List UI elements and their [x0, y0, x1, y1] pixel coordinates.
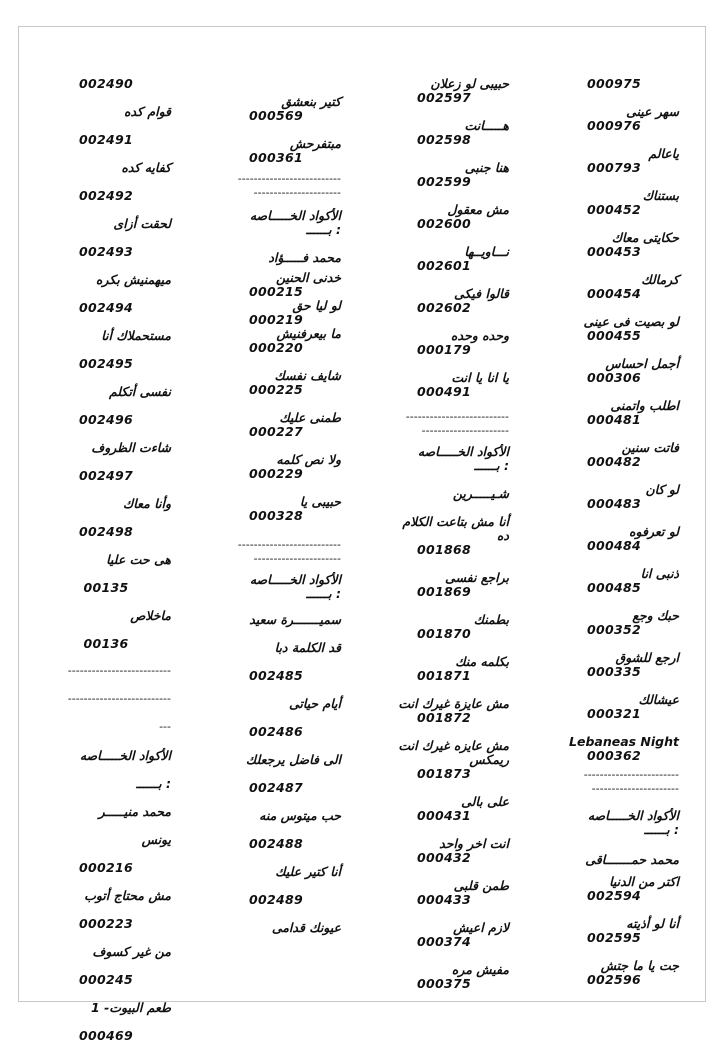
song-code: 002495: [79, 356, 133, 371]
song-title: طمن قلبى: [453, 878, 509, 893]
column-4: [549, 55, 679, 1003]
song-title: ده: [496, 528, 509, 543]
song-code: 000433: [417, 892, 471, 907]
divider-line: ------------------------: [583, 768, 679, 781]
song-title: ذنبى انا: [640, 566, 679, 581]
song-code: 000975: [587, 76, 641, 91]
song-title: شـيـــــرين: [452, 486, 509, 501]
song-title: لو تعرفوه: [628, 524, 679, 539]
song-code: 001873: [417, 766, 471, 781]
song-code: 000306: [587, 370, 641, 385]
song-code: 002497: [79, 468, 133, 483]
song-title: ما بيعرفنيش: [276, 326, 341, 341]
song-title: حكايتى معاك: [611, 230, 679, 245]
song-title: هى حت عليا: [106, 552, 171, 567]
song-title: الى فاضل يرجعلك: [245, 752, 341, 767]
song-code: 002485: [249, 668, 303, 683]
song-code: 000491: [417, 384, 471, 399]
song-code: 001870: [417, 626, 471, 641]
song-title: لازم اعيش: [453, 920, 509, 935]
song-title: من غير كسوف: [92, 944, 171, 959]
song-code: 002602: [417, 300, 471, 315]
song-title: وحده وحده: [450, 328, 509, 343]
song-code: 000453: [587, 244, 641, 259]
song-code: 000219: [249, 312, 303, 327]
song-code: 002489: [249, 892, 303, 907]
song-code: 001871: [417, 668, 471, 683]
song-code: 002496: [79, 412, 133, 427]
song-title: بكلمه منك: [455, 654, 509, 669]
song-title: براجع نفسى: [445, 570, 509, 585]
song-title: مش عايزة غيرك انت: [398, 696, 509, 711]
song-title: قالوا فيكى: [454, 286, 509, 301]
song-title: ولا نص كلمه: [276, 452, 341, 467]
divider-line: --------------------------: [67, 664, 171, 677]
song-code: 000481: [587, 412, 641, 427]
song-title: أيام حياتى: [288, 696, 341, 711]
song-title: محمد حمـــــــاقى: [585, 852, 679, 867]
song-title: ياعالم: [648, 146, 679, 161]
song-title: بــــــ :: [306, 222, 341, 237]
song-code: 000227: [249, 424, 303, 439]
song-title: انت اخر واحد: [439, 836, 509, 851]
divider-line: --------------------------: [237, 538, 341, 551]
song-title: ماخلاص: [130, 608, 171, 623]
song-code: 002493: [79, 244, 133, 259]
song-code: 000455: [587, 328, 641, 343]
song-title: Lebaneas Night: [569, 734, 679, 749]
song-title: بــــــ :: [644, 822, 679, 837]
song-title: طمنى عليك: [279, 410, 341, 425]
song-title: بــــــ :: [136, 776, 171, 791]
song-title: قد الكلمة دبا: [274, 640, 341, 655]
song-title: محمد منيـــــر: [98, 804, 171, 819]
song-code: 000432: [417, 850, 471, 865]
song-title: مش عايزه غيرك انت: [398, 738, 509, 753]
song-title: حبك وجع: [632, 608, 679, 623]
song-code: 000179: [417, 342, 471, 357]
song-title: نفسى أتكلم: [108, 384, 171, 399]
song-code: 002595: [587, 930, 641, 945]
song-code: 00135: [83, 580, 129, 595]
song-title: ريمكس: [469, 752, 509, 767]
song-code: 000793: [587, 160, 641, 175]
song-code: 001872: [417, 710, 471, 725]
song-code: 00136: [83, 636, 129, 651]
song-title: الأكواد الخـــــاصه: [587, 808, 679, 823]
divider-line: --------------------------: [67, 692, 171, 705]
song-title: لو بصيت فى عينى: [583, 314, 679, 329]
song-code: 000976: [587, 118, 641, 133]
song-title: عيشالك: [638, 692, 679, 707]
song-code: 002599: [417, 174, 471, 189]
song-code: 002600: [417, 216, 471, 231]
song-code: 000215: [249, 284, 303, 299]
song-code: 000361: [249, 150, 303, 165]
song-title: مفيش مره: [451, 962, 509, 977]
song-title: شاءت الظروف: [91, 440, 171, 455]
song-code: 000220: [249, 340, 303, 355]
song-title: نـــاويــها: [464, 244, 509, 259]
song-title: لو ليا حق: [292, 298, 341, 313]
column-1: [41, 55, 171, 1043]
song-title: حبيبى يا: [299, 494, 341, 509]
song-code: 002601: [417, 258, 471, 273]
song-title: اطلب واتمنى: [610, 398, 679, 413]
song-code: 000321: [587, 706, 641, 721]
song-title: اكتر من الدنيا: [609, 874, 679, 889]
song-code: 000431: [417, 808, 471, 823]
song-title: أنا مش بتاعت الكلام: [402, 514, 509, 529]
song-code: 001869: [417, 584, 471, 599]
song-title: سميـــــــرة سعيد: [249, 612, 341, 627]
column-2: [211, 55, 341, 1003]
song-title: الأكواد الخـــــاصه: [79, 748, 171, 763]
song-code: 002596: [587, 972, 641, 987]
song-title: حبيبى لو زعلان: [430, 76, 509, 91]
song-code: 000245: [79, 972, 133, 987]
song-code: 000223: [79, 916, 133, 931]
song-title: أنا كتير عليك: [275, 864, 341, 879]
song-title: جت يا ما جتش: [600, 958, 679, 973]
song-title: وأنا معاك: [123, 496, 171, 511]
song-code: 002490: [79, 76, 133, 91]
song-title: يونس: [141, 832, 171, 847]
song-title: بطمنك: [473, 612, 509, 627]
song-code: 000484: [587, 538, 641, 553]
song-title: على بالى: [461, 794, 509, 809]
song-code: 000216: [79, 860, 133, 875]
song-code: 002487: [249, 780, 303, 795]
song-title: كتير بنعشق: [281, 94, 341, 109]
song-code: 000328: [249, 508, 303, 523]
song-code: 002594: [587, 888, 641, 903]
song-title: قوام كده: [123, 104, 171, 119]
song-title: شايف نفسك: [274, 368, 341, 383]
song-title: عيونك قدامى: [271, 920, 341, 935]
song-code: 000452: [587, 202, 641, 217]
song-code: 000362: [587, 748, 641, 763]
song-title: فاتت سنين: [621, 440, 679, 455]
song-title: مستحملاك أنا: [101, 328, 171, 343]
song-title: ميهمنيش بكره: [95, 272, 171, 287]
song-title: بــــــ :: [306, 586, 341, 601]
song-code: 002491: [79, 132, 133, 147]
song-code: 000225: [249, 382, 303, 397]
song-title: كرمالك: [641, 272, 679, 287]
song-code: 000469: [79, 1028, 133, 1043]
divider-line: --------------------------: [405, 410, 509, 423]
song-code: 002492: [79, 188, 133, 203]
song-code: 002498: [79, 524, 133, 539]
song-code: 000482: [587, 454, 641, 469]
song-title: لو كان: [645, 482, 679, 497]
divider-line: ----------------------: [253, 186, 341, 199]
song-title: كفايه كده: [121, 160, 171, 175]
song-code: 000374: [417, 934, 471, 949]
song-code: 000454: [587, 286, 641, 301]
divider-line: --------------------------: [237, 172, 341, 185]
divider-line: ---: [159, 720, 171, 733]
song-code: 000229: [249, 466, 303, 481]
song-title: مش محتاج أتوب: [84, 888, 171, 903]
song-title: طعم البيوت- 1: [91, 1000, 171, 1015]
song-title: هـــــانت: [464, 118, 509, 133]
song-title: الأكواد الخـــــاصه: [249, 208, 341, 223]
song-title: أجمل احساس: [605, 356, 679, 371]
divider-line: ----------------------: [591, 782, 679, 795]
song-code: 002486: [249, 724, 303, 739]
song-code: 001868: [417, 542, 471, 557]
song-title: لحقت أزاى: [113, 216, 171, 231]
song-title: بستناك: [642, 188, 679, 203]
divider-line: ----------------------: [421, 424, 509, 437]
song-code: 000375: [417, 976, 471, 991]
song-title: يا انا يا انت: [451, 370, 509, 385]
song-code: 000352: [587, 622, 641, 637]
column-3: [379, 55, 509, 1003]
song-title: مش معقول: [447, 202, 509, 217]
song-code: 002488: [249, 836, 303, 851]
song-title: بــــــ :: [474, 458, 509, 473]
song-title: سهر عينى: [626, 104, 679, 119]
song-title: الأكواد الخـــــاصه: [249, 572, 341, 587]
divider-line: ----------------------: [253, 552, 341, 565]
song-code: 000335: [587, 664, 641, 679]
document-page: [18, 26, 706, 1043]
song-code: 002494: [79, 300, 133, 315]
song-code: 002597: [417, 90, 471, 105]
song-title: ارجع للشوق: [615, 650, 679, 665]
song-code: 002598: [417, 132, 471, 147]
song-title: حب ميتوس منه: [259, 808, 341, 823]
song-title: مبتفرحش: [289, 136, 341, 151]
song-title: أنا لو أذيته: [626, 916, 679, 931]
song-title: محمد فـــــؤاد: [268, 250, 341, 265]
song-code: 000569: [249, 108, 303, 123]
song-title: خدنى الحنين: [276, 270, 341, 285]
song-code: 000485: [587, 580, 641, 595]
song-title: هنا جنبى: [464, 160, 509, 175]
song-code: 000483: [587, 496, 641, 511]
song-title: الأكواد الخـــــاصه: [417, 444, 509, 459]
